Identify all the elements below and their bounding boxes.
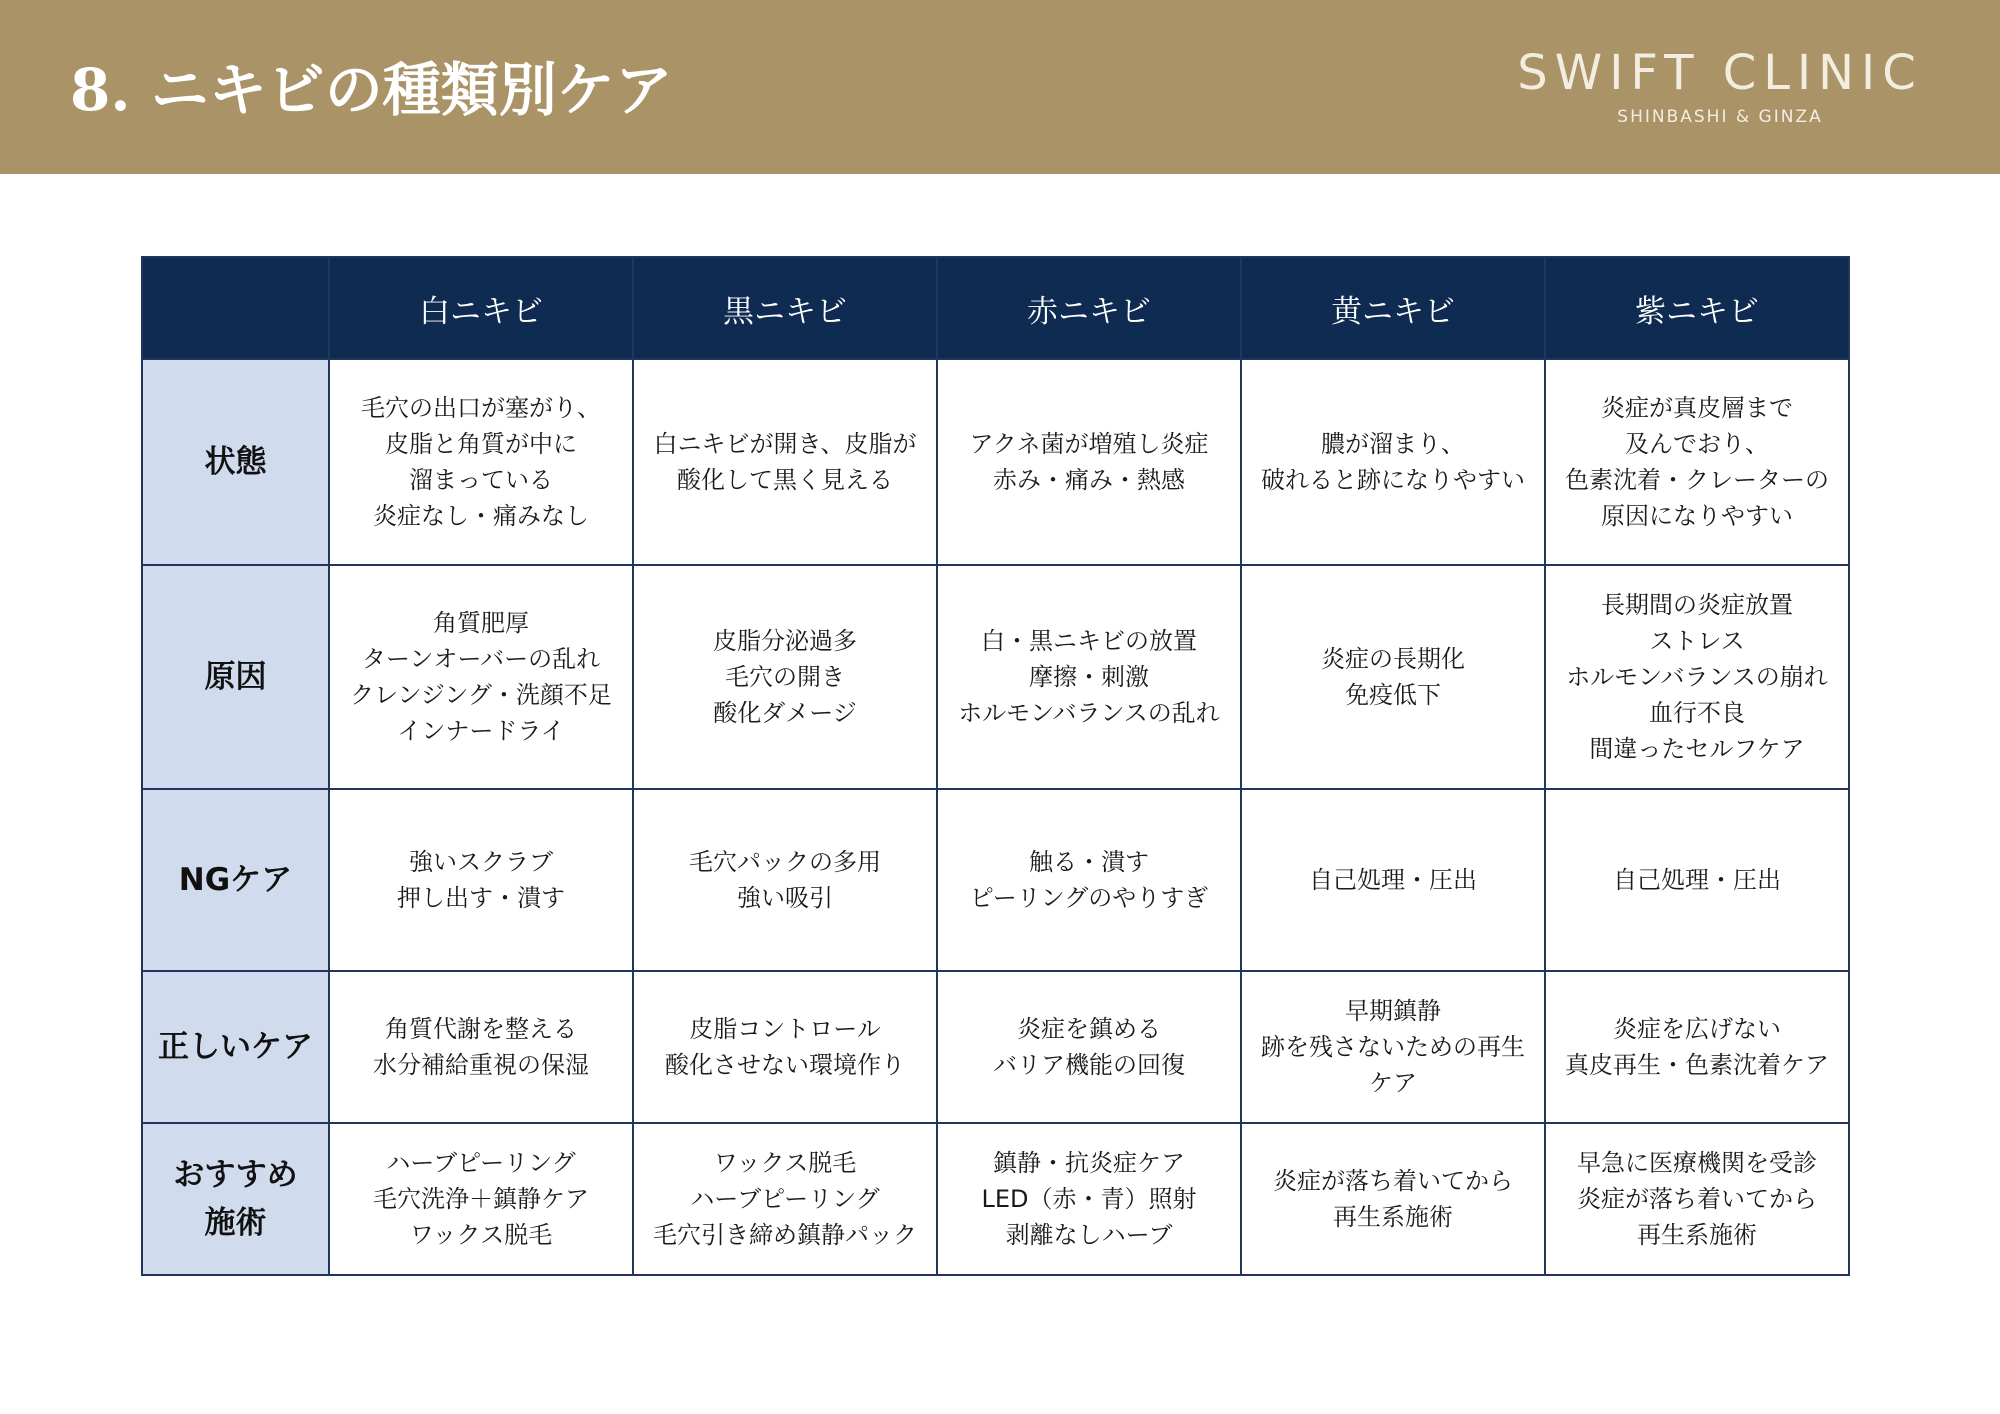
cell-line: ワックス脱毛 (713, 1149, 857, 1177)
table-cell-purple (1545, 565, 1849, 789)
cell-line: ハーブピーリング (386, 1149, 576, 1177)
table-cell-purple (1545, 359, 1849, 565)
row-header (142, 565, 329, 789)
column-header-white: 白ニキビ (329, 257, 633, 359)
cell-line: ターンオーバーの乱れ (361, 645, 601, 673)
brand-subtitle: SHINBASHI & GINZA (1617, 107, 1823, 127)
table-cell-red (937, 1123, 1241, 1275)
cell-line: 跡を残さないための再生 (1261, 1033, 1525, 1061)
cell-line: ホルモンバランスの崩れ (1566, 663, 1828, 691)
table-cell-yellow (1241, 789, 1545, 971)
row-correct-care (142, 971, 1849, 1123)
clinic-logo (1500, 44, 1940, 130)
cell-line: 炎症が真皮層まで (1601, 394, 1793, 422)
cell-line: 白・黒ニキビの放置 (981, 627, 1197, 655)
table-cell-red (937, 789, 1241, 971)
page-title: 8. ニキビの種類別ケア (70, 56, 673, 124)
table-cell-black (633, 971, 937, 1123)
cell-line: 炎症を広げない (1613, 1015, 1781, 1043)
cell-line: 破れると跡になりやすい (1261, 466, 1525, 494)
row-header-line: 状態 (204, 444, 267, 480)
table-cell-yellow (1241, 1123, 1545, 1275)
cell-line: 自己処理・圧出 (1613, 866, 1781, 894)
cell-line: ケア (1369, 1069, 1417, 1097)
cell-line: 自己処理・圧出 (1309, 866, 1477, 894)
table-cell-black (633, 565, 937, 789)
cell-line: ハーブピーリング (690, 1185, 880, 1213)
row-status (142, 359, 1849, 565)
cell-line: 皮脂分泌過多 (713, 627, 857, 655)
table-cell-black (633, 1123, 937, 1275)
cell-line: 長期間の炎症放置 (1601, 591, 1793, 619)
cell-line: 免疫低下 (1345, 681, 1441, 709)
row-header-line: NGケア (178, 862, 293, 898)
column-header-black: 黒ニキビ (633, 257, 937, 359)
cell-line: 酸化させない環境作り (665, 1051, 905, 1079)
table-cell-red (937, 565, 1241, 789)
cell-line: ホルモンバランスの乱れ (958, 699, 1220, 727)
cell-line: 炎症が落ち着いてから (1273, 1167, 1513, 1195)
cell-line: 炎症なし・痛みなし (373, 502, 589, 530)
cell-line: 原因になりやすい (1601, 502, 1793, 530)
cell-line: ワックス脱毛 (409, 1221, 553, 1249)
row-header-line: 正しいケア (158, 1029, 313, 1065)
cell-line: 炎症が落ち着いてから (1577, 1185, 1817, 1213)
brand-name: SWIFT CLINIC (1517, 45, 1923, 101)
cell-line: インナードライ (397, 717, 565, 745)
cell-line: 皮脂コントロール (689, 1015, 881, 1043)
cell-line: 真皮再生・色素沈着ケア (1565, 1051, 1829, 1079)
cell-line: 炎症を鎮める (1017, 1015, 1161, 1043)
cell-line: 早急に医療機関を受診 (1577, 1149, 1817, 1177)
cell-line: 酸化して黒く見える (677, 466, 893, 494)
cell-line: 水分補給重視の保湿 (373, 1051, 589, 1079)
cell-line: クレンジング・洗顔不足 (350, 681, 612, 709)
table-cell-white (329, 971, 633, 1123)
cell-line: 血行不良 (1649, 699, 1745, 727)
cell-line: ストレス (1649, 627, 1745, 655)
column-header-red: 赤ニキビ (937, 257, 1241, 359)
cell-line: 角質代謝を整える (385, 1015, 577, 1043)
cell-line: 毛穴引き締め鎮静パック (653, 1221, 917, 1249)
acne-care-table (141, 256, 1850, 1276)
cell-line: 皮脂と角質が中に (385, 430, 577, 458)
table-cell-purple (1545, 1123, 1849, 1275)
cell-line: 毛穴洗浄＋鎮静ケア (373, 1185, 589, 1213)
table-cell-white (329, 359, 633, 565)
cell-line: 早期鎮静 (1345, 997, 1441, 1025)
cell-line: 強い吸引 (737, 884, 833, 912)
cell-line: 炎症の長期化 (1321, 645, 1465, 673)
cell-line: 押し出す・潰す (397, 884, 565, 912)
cell-line: 酸化ダメージ (713, 699, 857, 727)
cell-line: 赤み・痛み・熱感 (993, 466, 1185, 494)
row-header-line: 原因 (204, 659, 267, 695)
table-cell-purple (1545, 971, 1849, 1123)
row-header (142, 971, 329, 1123)
corner-cell (142, 257, 329, 359)
cell-line: 剥離なしハーブ (1005, 1221, 1173, 1249)
cell-line: 摩擦・刺激 (1029, 663, 1149, 691)
cell-line: 毛穴の開き (725, 663, 845, 691)
cell-line: 毛穴の出口が塞がり、 (361, 394, 601, 422)
table-cell-black (633, 359, 937, 565)
cell-line: ピーリングのやりすぎ (969, 884, 1209, 912)
cell-line: 触る・潰す (1029, 848, 1149, 876)
cell-line: 再生系施術 (1637, 1221, 1757, 1249)
row-header-line: 施術 (204, 1205, 267, 1241)
row-header (142, 1123, 329, 1275)
cell-line: 膿が溜まり、 (1321, 430, 1465, 458)
table-cell-purple (1545, 789, 1849, 971)
cell-line: 再生系施術 (1333, 1203, 1453, 1231)
cell-line: 白ニキビが開き、皮脂が (653, 430, 917, 458)
cell-line: 強いスクラブ (409, 848, 553, 876)
row-header-line: おすすめ (173, 1157, 298, 1193)
cell-line: アクネ菌が増殖し炎症 (969, 430, 1209, 458)
header-row (142, 257, 1849, 359)
row-recommended-treatment (142, 1123, 1849, 1275)
table-cell-black (633, 789, 937, 971)
table-body (142, 359, 1849, 1275)
cell-line: LED（赤・青）照射 (981, 1185, 1197, 1213)
table-cell-white (329, 789, 633, 971)
cell-line: バリア機能の回復 (993, 1051, 1185, 1079)
cell-line: 毛穴パックの多用 (689, 848, 881, 876)
cell-line: 鎮静・抗炎症ケア (993, 1149, 1185, 1177)
column-header-yellow: 黄ニキビ (1241, 257, 1545, 359)
table-cell-red (937, 971, 1241, 1123)
cell-line: 及んでおり、 (1625, 430, 1769, 458)
table-cell-yellow (1241, 359, 1545, 565)
table-cell-yellow (1241, 565, 1545, 789)
table-cell-red (937, 359, 1241, 565)
cell-line: 色素沈着・クレーターの (1565, 466, 1829, 494)
table-header (142, 257, 1849, 359)
cell-line: 角質肥厚 (433, 609, 529, 637)
table-cell-yellow (1241, 971, 1545, 1123)
row-ng-care (142, 789, 1849, 971)
page-header (0, 0, 2000, 174)
cell-line: 間違ったセルフケア (1589, 735, 1805, 763)
row-header (142, 789, 329, 971)
table-cell-white (329, 565, 633, 789)
table-cell-white (329, 1123, 633, 1275)
row-header (142, 359, 329, 565)
row-cause (142, 565, 1849, 789)
column-header-purple: 紫ニキビ (1545, 257, 1849, 359)
cell-line: 溜まっている (409, 466, 553, 494)
